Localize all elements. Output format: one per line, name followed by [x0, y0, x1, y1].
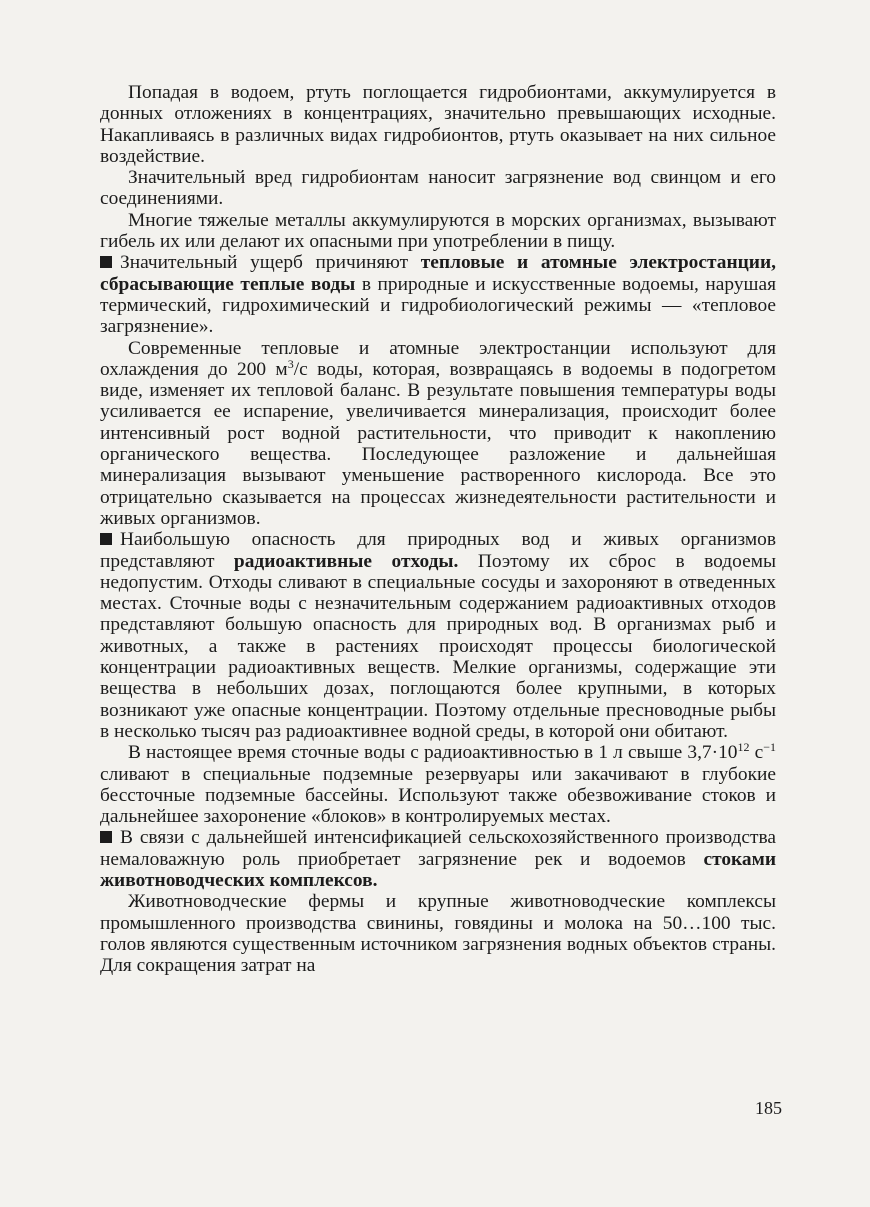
- bold-term: радиоактивные отходы.: [233, 550, 459, 572]
- superscript: 3: [287, 356, 294, 371]
- text-run: /с воды, которая, возвращаясь в водоемы в подогретом виде, изменяет их тепловой баланс. В результате повышения температуры воды усиливается ее испарение, увеличивается минерализация, происходит более интенсивный рост водной растительности, что приводит к накоплению органического вещества. Последующее разложение и дальнейшая минерализация вызывают уменьшение растворенного кислорода. Все это отрицательно сказывается на процессах жизнедеятельности растительности и живых организмов.: [100, 358, 776, 529]
- paragraph-mercury: Попадая в водоем, ртуть поглощается гидробионтами, аккумулируется в донных отложениях в концентрациях, значительно превышающих исходные. Накапливаясь в различных видах гидробионтов, ртуть оказывает на них сильное воздействие.: [100, 82, 776, 167]
- paragraph-heavy-metals: Многие тяжелые металлы аккумулируются в морских организмах, вызывают гибель их или делают их опасными при употреблении в пищу.: [100, 209, 776, 253]
- paragraph-power-plants: [100, 338, 776, 530]
- text-run: В настоящее время сточные воды с радиоактивностью в 1 л свыше 3,7·10: [128, 742, 738, 764]
- paragraph-radioactive-disposal: [100, 742, 776, 827]
- section-marker-icon: [100, 831, 112, 843]
- bold-term: тепловые и атомные электростанции, сбрасывающие теплые воды: [100, 252, 776, 295]
- body-text: [100, 82, 776, 976]
- page-number: 185: [755, 1098, 782, 1118]
- paragraph-livestock: [100, 827, 776, 891]
- text-run: Современные тепловые и атомные электростанции используют для охлаждения до 200 м: [100, 337, 776, 380]
- text-run: с: [749, 742, 764, 764]
- text-run: Наибольшую опасность для природных вод и живых организмов представляют: [100, 529, 776, 572]
- text-run: Поэтому их сброс в водоемы недопустим. Отходы сливают в специальные сосуды и захороняют в отведенных местах. Сточные воды с незначительным содержанием радиоактивных отходов представляют большую опасность для природных вод. В организмах рыб и животных, а также в растениях происходят процессы биологической концентрации радиоактивных веществ. Мелкие организмы, содержащие эти вещества в небольших дозах, поглощаются более крупными, в которых возникают уже опасные концентрации. Поэтому отдельные пресноводные рыбы в несколько тысяч раз радиоактивнее водной среды, в которой они обитают.: [100, 550, 776, 742]
- superscript: −1: [763, 740, 776, 755]
- section-marker-icon: [100, 256, 112, 268]
- text-run: сливают в специальные подземные резервуары или закачивают в глубокие бессточные подземные бассейны. Используют также обезвоживание стоков и дальнейшее захоронение «блоков» в контролируемых местах.: [100, 763, 776, 828]
- paragraph-livestock-farms: Животноводческие фермы и крупные животноводческие комплексы промышленного производства свинины, говядины и молока на 50…100 тыс. голов являются существенным источником загрязнения водных объектов страны. Для сокращения затрат на: [100, 891, 776, 977]
- superscript: 12: [737, 740, 750, 755]
- paragraph-radioactive-waste: [100, 529, 776, 742]
- bold-term: стоками животноводческих комплексов.: [100, 848, 776, 891]
- text-run: в природные и искусственные водоемы, нарушая термический, гидрохимический и гидробиологический режимы — «тепловое загрязнение».: [100, 273, 776, 338]
- paragraph-lead: Значительный вред гидробионтам наносит загрязнение вод свинцом и его соединениями.: [100, 167, 776, 210]
- text-run: В связи с дальнейшей интенсификацией сельскохозяйственного производства немаловажную роль приобретает загрязнение рек и водоемов: [100, 827, 776, 870]
- text-run: Значительный ущерб причиняют: [120, 252, 421, 274]
- paragraph-thermal-pollution: [100, 252, 776, 337]
- section-marker-icon: [100, 533, 112, 545]
